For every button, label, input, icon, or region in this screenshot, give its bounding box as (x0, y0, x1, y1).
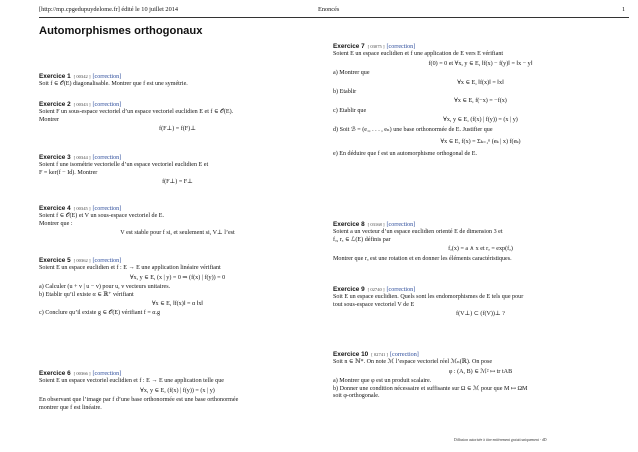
equation: f(0) = 0 et ∀x, y ∈ E, ‖f(x) − f(y)‖ = ‖x − y‖ (428, 60, 533, 67)
correction-link[interactable]: [correction] (92, 206, 122, 212)
equation: V est stable pour f si, et seulement si, V⊥ l’est (120, 230, 235, 237)
exercise-text: Soit n ∈ ℕ*. On note ℳ l’espace vectoriel réel ℳₙ(ℝ). On pose (333, 359, 493, 366)
equation: ∀x ∈ E, ‖f(x)‖ = α ‖x‖ (151, 301, 204, 308)
exercise-code: [ 03075 ] (367, 44, 385, 49)
correction-link[interactable]: [correction] (386, 287, 416, 293)
exercise-text: Soient E un espace euclidien et f : E → E une application linéaire vérifiant (39, 265, 221, 272)
exercise-code: [ 00366 ] (73, 371, 91, 376)
exercise-title: Exercice 4 (39, 205, 71, 212)
exercise-text: montrer que f est linéaire. (39, 404, 102, 411)
exercise-text: Montrer que : (39, 220, 73, 227)
header-source: [http://mp.cpgedupuydelome.fr] édité le 10 juillet 2014 (39, 6, 179, 13)
header-section: Enoncés (318, 6, 340, 13)
exercise-2 (39, 101, 316, 136)
left-column (39, 25, 316, 411)
equation: f(F⊥) = F⊥ (162, 179, 193, 186)
exercise-text: b) Donner une condition nécessaire et suffisante sur Ω ∈ ℳ pour que M ↦ ΩM (333, 385, 528, 392)
exercise-text: fₐ, rₐ ∈ ℒ(E) définis par (333, 236, 391, 243)
exercise-8 (333, 221, 628, 263)
exercise-text: Soit E un espace euclidien. Quels sont les endomorphismes de E tels que pour (333, 294, 524, 301)
exercise-text: F = ker(f − Id). Montrer (39, 169, 98, 176)
exercise-title: Exercice 8 (333, 221, 365, 228)
header-rule (39, 17, 629, 18)
exercise-title: Exercice 7 (333, 43, 365, 50)
equation: ∀x, y ∈ E, (f(x) | f(y)) = (x | y) (443, 117, 518, 124)
exercise-text: Soient F un sous-espace vectoriel d’un espace vectoriel euclidien E et f ∈ 𝒪(E). (39, 109, 234, 116)
exercise-text: Soient f ∈ 𝒪(E) et V un sous-espace vectoriel de E. (39, 213, 165, 220)
exercise-text: Soient a un vecteur d’un espace euclidien orienté E de dimension 3 et (333, 229, 503, 236)
correction-link[interactable]: [correction] (386, 222, 416, 228)
exercise-text: Montrer (39, 116, 59, 123)
exercise-code: [ 00342 ] (73, 74, 91, 79)
exercise-text: Soient E un espace vectoriel euclidien et f : E → E une application telle que (39, 378, 224, 385)
exercise-5 (39, 257, 316, 318)
exercise-text: c) Etablir que (333, 107, 367, 114)
equation: ∀x ∈ E, f(x) = Σₖ₌₁ⁿ (eₖ | x) f(eₖ) (440, 139, 521, 146)
exercise-text: a) Montrer que (333, 70, 370, 77)
exercise-1 (39, 73, 316, 89)
exercise-7 (333, 43, 628, 159)
page-title: Automorphismes orthogonaux (39, 25, 203, 37)
correction-link[interactable]: [correction] (92, 155, 122, 161)
exercise-text: Soient E un espace euclidien et f une application de E vers E vérifiant (333, 51, 504, 58)
exercise-text: En observant que l’image par f d’une base orthonormée est une base orthonormée (39, 397, 239, 404)
correction-link[interactable]: [correction] (92, 102, 122, 108)
equation: φ : (A, B) ∈ ℳ² ↦ tr tAB (448, 368, 513, 375)
exercise-text: tout sous-espace vectoriel V de E (333, 301, 415, 308)
exercise-text: a) Montrer que φ est un produit scalaire. (333, 378, 432, 385)
equation: f(F⊥) = f(F)⊥ (159, 126, 196, 133)
exercise-text: b) Etablir qu’il existe α ∈ ℝ⁺ vérifiant (39, 291, 134, 298)
exercise-title: Exercice 5 (39, 257, 71, 264)
correction-link[interactable]: [correction] (92, 371, 122, 377)
exercise-title: Exercice 1 (39, 73, 71, 80)
exercise-text: e) En déduire que f est un automorphisme orthogonal de E. (333, 151, 478, 158)
footnote: Diffusion autorisée à titre entièrement gratuit uniquement - dD (454, 438, 547, 442)
exercise-title: Exercice 9 (333, 286, 365, 293)
exercise-code: [ 00362 ] (73, 258, 91, 263)
equation: f(V⊥) ⊂ (f(V))⊥ ? (456, 311, 505, 318)
exercise-3 (39, 154, 316, 189)
exercise-code: [ 00344 ] (73, 155, 91, 160)
equation: ∀x ∈ E, ‖f(x)‖ = ‖x‖ (457, 79, 504, 86)
exercise-code: [ 02741 ] (371, 352, 389, 357)
correction-link[interactable]: [correction] (92, 74, 122, 80)
correction-link[interactable]: [correction] (92, 258, 122, 264)
exercise-text: Soit f ∈ 𝒪(E) diagonalisable. Montrer que f est une symétrie. (39, 81, 188, 88)
exercise-code: [ 00345 ] (73, 206, 91, 211)
equation: ∀x ∈ E, f(−x) = −f(x) (454, 98, 507, 105)
correction-link[interactable]: [correction] (386, 44, 416, 50)
exercise-10 (333, 351, 628, 400)
exercise-text: soit φ-orthogonale. (333, 393, 380, 400)
page-number: 1 (622, 6, 626, 13)
exercise-text: Soient f une isométrie vectorielle d’un espace vectoriel euclidien E et (39, 162, 209, 169)
exercise-title: Exercice 6 (39, 370, 71, 377)
exercise-9 (333, 286, 628, 321)
exercise-text: b) Etablir (333, 89, 357, 96)
exercise-text: a) Calculer (u + v | u − v) pour u, v vecteurs unitaires. (39, 284, 171, 291)
exercise-4 (39, 205, 316, 240)
exercise-title: Exercice 10 (333, 351, 369, 358)
exercise-code: [ 03168 ] (367, 222, 385, 227)
equation: fₐ(x) = a ∧ x et rₐ = exp(fₐ) (448, 246, 513, 253)
exercise-6 (39, 370, 316, 412)
exercise-title: Exercice 2 (39, 101, 71, 108)
equation: ∀x, y ∈ E, (f(x) | f(y)) = (x | y) (140, 387, 215, 394)
exercise-text: Montrer que rₐ est une rotation et en donner les éléments caractéristiques. (333, 255, 512, 262)
exercise-text: d) Soit ℬ = (e₁, . . . , eₙ) une base orthonormée de E. Justifier que (333, 126, 493, 133)
equation: ∀x, y ∈ E, (x | y) = 0 ⇒ (f(x) | f(y)) = 0 (129, 274, 226, 281)
correction-link[interactable]: [correction] (390, 352, 419, 358)
exercise-code: [ 00343 ] (73, 102, 91, 107)
exercise-title: Exercice 3 (39, 154, 71, 161)
exercise-code: [ 02740 ] (367, 287, 385, 292)
exercise-text: c) Conclure qu’il existe g ∈ 𝒪(E) vérifiant f = α.g (39, 310, 161, 317)
